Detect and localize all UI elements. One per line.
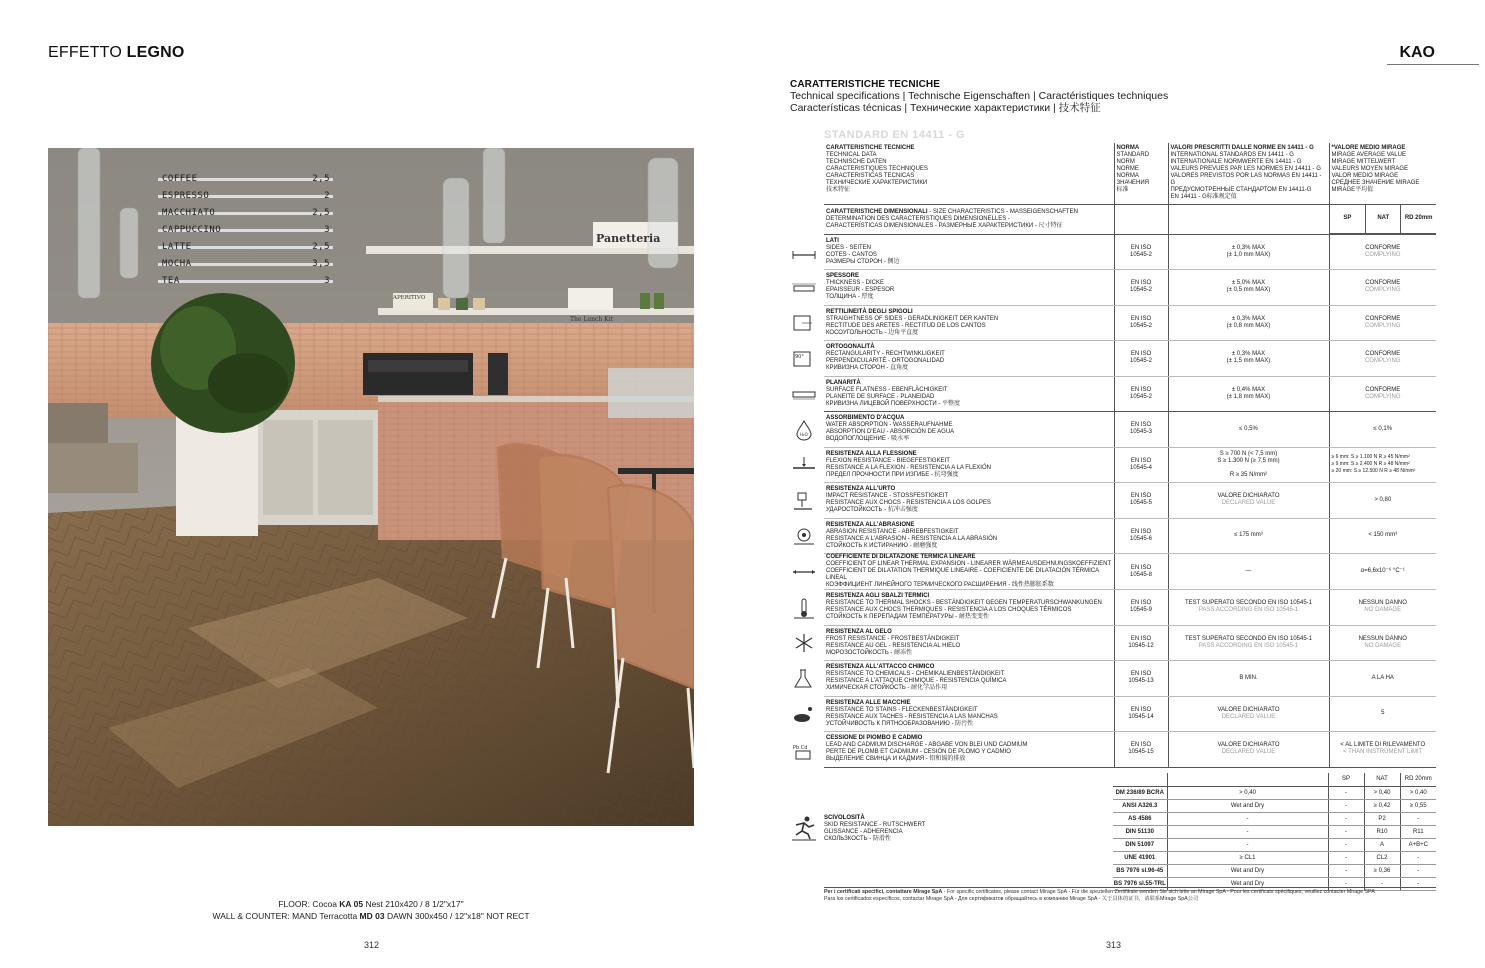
skid-nat: ≥ 0,36 bbox=[1364, 864, 1400, 877]
skid-val: - bbox=[1167, 825, 1328, 838]
skid-sp: - bbox=[1328, 825, 1364, 838]
spec-row bbox=[824, 234, 1436, 270]
spec-prescribed-value: ≤ 175 mm³ bbox=[1168, 518, 1329, 554]
skid-person-icon bbox=[790, 815, 818, 841]
svg-text:H₂O: H₂O bbox=[800, 432, 808, 437]
spec-mirage-value: > 0,80 bbox=[1329, 483, 1436, 519]
spec-mirage-value: CONFORME COMPLYING bbox=[1329, 234, 1436, 270]
skid-col-sp: SP bbox=[1328, 773, 1364, 786]
skid-rd: R11 bbox=[1400, 825, 1436, 838]
spec-standard: EN ISO 10545-2 bbox=[1114, 376, 1168, 412]
menu-item-price: 3 bbox=[324, 276, 330, 286]
skid-col-nat: NAT bbox=[1364, 773, 1400, 786]
skid-sp: - bbox=[1328, 838, 1364, 851]
spec-prescribed-value: VALORE DICHIARATO DECLARED VALUE bbox=[1168, 732, 1329, 768]
col-nat-label: NAT bbox=[1366, 205, 1401, 233]
skid-nat: ≥ 0,42 bbox=[1364, 799, 1400, 812]
menu-item-price: 3 bbox=[324, 225, 330, 235]
spec-prescribed-value: — bbox=[1168, 554, 1329, 590]
spec-row bbox=[824, 625, 1436, 661]
skid-std: DM 236/89 BCRA bbox=[1113, 786, 1167, 799]
spec-row bbox=[824, 732, 1436, 768]
brand-divider bbox=[1387, 64, 1479, 65]
spec-characteristic: RESISTENZA ALL'ABRASIONE ABRASION RESISTANCE - ABRIEBFESTIGKEIT RESISTANCE A L'ABRASION - RESISTENCIA A LA ABRASIÓN СТОЙКОСТЬ К ИСТИРАНИЮ - 耐磨强度 bbox=[824, 518, 1114, 554]
skid-sp: - bbox=[1328, 877, 1364, 890]
panetteria-sign: Panetteria bbox=[596, 232, 661, 245]
skid-std: DIN 51130 bbox=[1113, 825, 1167, 838]
spec-table bbox=[824, 143, 1436, 768]
col-sp-label: SP bbox=[1330, 205, 1366, 233]
brand-name: KAO bbox=[1399, 44, 1435, 61]
skid-nat: P2 bbox=[1364, 812, 1400, 825]
skid-rd: - bbox=[1400, 877, 1436, 890]
header-col-values: VALORI PRESCRITTI DALLE NORME EN 14411 - G INTERNATIONAL STANDARDS EN 14411 - G INTERNATIONALE NORMWERTE EN 14411 - G VALEURS PREVUES PAR LES NORMES EN 14411 - G VALORES PREVISTOS POR LAS NORMAS EN 14411 - G ПРЕДУСМОТРЕННЫЕ СТАНДАРТОМ EN 14411-G EN 14411 - G标准规定值 bbox=[1168, 143, 1329, 205]
sides-icon bbox=[790, 241, 818, 263]
thermal-expansion-icon bbox=[790, 561, 818, 583]
skid-sp: - bbox=[1328, 812, 1364, 825]
spec-standard: EN ISO 10545-14 bbox=[1114, 696, 1168, 732]
stain-icon bbox=[790, 703, 818, 725]
skid-row bbox=[1113, 838, 1436, 851]
menu-item-price: 2,5 bbox=[312, 174, 330, 184]
skid-row bbox=[1113, 812, 1436, 825]
spec-standard: EN ISO 10545-3 bbox=[1114, 412, 1168, 448]
skid-std: ANSI A326.3 bbox=[1113, 799, 1167, 812]
spec-mirage-value: CONFORME COMPLYING bbox=[1329, 270, 1436, 306]
spec-characteristic: LATI SIDES - SEITEN COTES - CANTOS РАЗМЕРЫ СТОРОН - 侧边 bbox=[824, 234, 1114, 270]
skid-sp: - bbox=[1328, 851, 1364, 864]
section-title: EFFETTO LEGNO bbox=[48, 44, 185, 61]
caption-floor: FLOOR: Cocoa KA 05 Nest 210x420 / 8 1/2"x17" bbox=[278, 899, 464, 909]
spec-prescribed-value: ± 0,4% MAX (± 1,8 mm MAX) bbox=[1168, 376, 1329, 412]
spec-mirage-value: NESSUN DANNO NO DAMAGE bbox=[1329, 625, 1436, 661]
spec-standard: EN ISO 10545-2 bbox=[1114, 305, 1168, 341]
menu-list bbox=[162, 174, 330, 293]
skid-row bbox=[1113, 851, 1436, 864]
spec-row bbox=[824, 518, 1436, 554]
skid-std: UNE 41901 bbox=[1113, 851, 1167, 864]
skid-val: > 0,40 bbox=[1167, 786, 1328, 799]
header-col-characteristics: CARATTERISTICHE TECNICHE TECHNICAL DATA TECHNISCHE DATEN CARACTERISTIQUES TECHNIQUES CARACTERISTICAS TECNICAS ТЕХНИЧЕСКИЕ ХАРАКТЕРИСТИКИ 技术特征 bbox=[824, 143, 1114, 205]
spec-characteristic: RESISTENZA AGLI SBALZI TERMICI RESISTANCE TO THERMAL SHOCKS - BESTÄNDIGKEIT GEGEN TEMPERATURSCHWANKUNGEN RESISTANCE AUX CHOCS THERMIQUES - RESISTENCIA A LOS CHOQUES TÉRMICOS СТОЙКОСТЬ К ПЕРЕПАДАМ ТЕМПЕРАТУРЫ - 耐热变变性 bbox=[824, 590, 1114, 626]
skid-rd: > 0,40 bbox=[1400, 786, 1436, 799]
skid-nat: A bbox=[1364, 838, 1400, 851]
skid-col-rd: RD 20mm bbox=[1400, 773, 1436, 786]
spec-row bbox=[824, 341, 1436, 377]
spec-mirage-value: < AL LIMITE DI RILEVAMENTO < THAN INSTRUMENT LIMIT bbox=[1329, 732, 1436, 768]
spec-mirage-value: CONFORME COMPLYING bbox=[1329, 341, 1436, 377]
spec-mirage-value: ≤ 0,1% bbox=[1329, 412, 1436, 448]
spec-mirage-value: 5 bbox=[1329, 696, 1436, 732]
skid-label: SCIVOLOSITÀ SKID RESISTANCE - RUTSCHWERT GLISSANCE - ADHERENCIA СКОЛЬЗКОСТЬ - 防滑性 bbox=[824, 815, 926, 842]
snowflake-icon bbox=[790, 632, 818, 654]
menu-item-name: ESPRESSO bbox=[162, 191, 210, 201]
skid-nat: CL2 bbox=[1364, 851, 1400, 864]
skid-rd: - bbox=[1400, 812, 1436, 825]
skid-row bbox=[1113, 825, 1436, 838]
heading-line-2: Características técnicas | Технические характеристики | 技术特征 bbox=[790, 102, 1101, 114]
footnote: Per i certificati specifici, contattare Mirage SpA - For specific certificates, please contact Mirage SpA - Für die speziellen Zertifikate wenden Sie sich bitte an Mirage SpA - Pour les certificats spécifiques, veuillez contacter Mirage SPA Para los certificados específicos, contactar Mirage SpA - Для сертификатов обращайтесь в компанию Mirage SpA - 关于具体的证书，请联系Mirage SpA公司 bbox=[824, 889, 1375, 902]
aperitivo-sign: APERITIVO bbox=[393, 295, 426, 301]
spec-standard: EN ISO 10545-2 bbox=[1114, 234, 1168, 270]
spec-standard: EN ISO 10545-13 bbox=[1114, 661, 1168, 697]
header-col-standard: NORMA STANDARD NORM NORME NORMA ЗНАЧЕНИЯ 标准 bbox=[1114, 143, 1168, 205]
spec-row bbox=[824, 590, 1436, 626]
skid-rd: - bbox=[1400, 851, 1436, 864]
spec-row bbox=[824, 447, 1436, 483]
skid-rd: A+B+C bbox=[1400, 838, 1436, 851]
spec-standard: EN ISO 10545-9 bbox=[1114, 590, 1168, 626]
skid-sp: - bbox=[1328, 799, 1364, 812]
spec-standard: EN ISO 10545-5 bbox=[1114, 483, 1168, 519]
heading-line-1: Technical specifications | Technische Eigenschaften | Caractéristiques techniques bbox=[790, 90, 1169, 102]
straightness-icon bbox=[790, 312, 818, 334]
menu-item-name: TEA bbox=[162, 276, 180, 286]
left-page bbox=[0, 0, 742, 968]
spec-prescribed-value: VALORE DICHIARATO DECLARED VALUE bbox=[1168, 696, 1329, 732]
page-number-left: 312 bbox=[364, 940, 380, 950]
chemical-flask-icon bbox=[790, 668, 818, 690]
menu-item-name: CAPPUCCINO bbox=[162, 225, 222, 235]
skid-sp: - bbox=[1328, 864, 1364, 877]
spec-row bbox=[824, 554, 1436, 590]
skid-val: - bbox=[1167, 812, 1328, 825]
thickness-icon bbox=[790, 277, 818, 299]
spec-prescribed-value: B MIN. bbox=[1168, 661, 1329, 697]
skid-std: BS 7976 sl.96-45 bbox=[1113, 864, 1167, 877]
skid-row bbox=[1113, 799, 1436, 812]
spec-characteristic: RESISTENZA ALL'ATTACCO CHIMICO RESISTANCE TO CHEMICALS - CHEMIKALIENBESTÄNDIGKEIT RESISTANCE A L'ATTAQUE CHIMIQUE - RESISTENCIA QUÍMICA ХИМИЧЕСКАЯ СТОЙКОСТЬ - 耐化学品作用 bbox=[824, 661, 1114, 697]
skid-std: DIN 51097 bbox=[1113, 838, 1167, 851]
skid-std: AS 4586 bbox=[1113, 812, 1167, 825]
menu-item-name: MACCHIATO bbox=[162, 208, 216, 218]
spec-characteristic: ORTOGONALITÀ RECTANGULARITY - RECHTWINKLIGKEIT PERPENDICULARITÉ - ORTOGONALIDAD КРИВИЗНА СТОРОН - 直角度 bbox=[824, 341, 1114, 377]
water-drop-icon bbox=[790, 419, 818, 441]
col-rd-label: RD 20mm bbox=[1401, 205, 1436, 233]
spec-mirage-value: α=6,6x10⁻⁶ °C⁻¹ bbox=[1329, 554, 1436, 590]
spec-prescribed-value: TEST SUPERATO SECONDO EN ISO 10545-1 PASS ACCORDING EN ISO 10545-1 bbox=[1168, 590, 1329, 626]
menu-item bbox=[162, 259, 330, 276]
skid-val: Wet and Dry bbox=[1167, 877, 1328, 890]
caption-wall: WALL & COUNTER: MAND Terracotta MD 03 DAWN 300x450 / 12"x18" NOT RECT bbox=[212, 911, 530, 921]
skid-val: ≥ CL1 bbox=[1167, 851, 1328, 864]
skid-nat: R10 bbox=[1364, 825, 1400, 838]
skid-rd: ≥ 0,55 bbox=[1400, 799, 1436, 812]
spec-mirage-value: < 150 mm³ bbox=[1329, 518, 1436, 554]
spec-standard: EN ISO 10545-12 bbox=[1114, 625, 1168, 661]
spec-row bbox=[824, 696, 1436, 732]
header-col-mirage: *VALORE MEDIO MIRAGE MIRAGE AVERAGE VALUE MIRAGE MITTELWERT VALEURS MOYEN MIRAGE VALOR MEDIO MIRAGE СРЕДНЕЕ ЗНАЧЕНИЕ MIRAGE MIRAGE平均值 bbox=[1329, 143, 1436, 205]
thermometer-icon bbox=[790, 597, 818, 619]
skid-val: - bbox=[1167, 838, 1328, 851]
spec-mirage-value: ≥ 6 mm: S ≥ 1.100 N R ≥ 45 N/mm² ≥ 9 mm: S ≥ 2.400 N R ≥ 48 N/mm² ≥ 20 mm: S ≥ 12.500 N R ≥ 48 N/mm² bbox=[1329, 447, 1436, 483]
menu-item-name: MOCHA bbox=[162, 259, 192, 269]
spec-row bbox=[824, 483, 1436, 519]
menu-item-name: COFFEE bbox=[162, 174, 198, 184]
spec-standard: EN ISO 10545-2 bbox=[1114, 341, 1168, 377]
spec-prescribed-value: ± 5,0% MAX (± 0,5 mm MAX) bbox=[1168, 270, 1329, 306]
spec-characteristic: ASSORBIMENTO D'ACQUA WATER ABSORPTION - WASSERAUFNAHME ABSORPTION D'EAU - ABSORCIÓN DE AGUA ВОДОПОГЛОЩЕНИЕ - 吸水率 bbox=[824, 412, 1114, 448]
skid-rd: - bbox=[1400, 864, 1436, 877]
spec-row bbox=[824, 305, 1436, 341]
skid-row bbox=[1113, 864, 1436, 877]
menu-item bbox=[162, 191, 330, 208]
menu-item bbox=[162, 242, 330, 259]
spec-characteristic: RESISTENZA ALL'URTO IMPACT RESISTANCE - STOSSFESTIGKEIT RESISTANCE AUX CHOCS - RESISTENCIA A LOS GOLPES УДАРОСТОЙКОСТЬ - 抗冲击强度 bbox=[824, 483, 1114, 519]
spec-mirage-value: CONFORME COMPLYING bbox=[1329, 305, 1436, 341]
spec-characteristic: RETTILINEITÀ DEGLI SPIGOLI STRAIGHTNESS OF SIDES - GERADLINIGKEIT DER KANTEN RECTITUDE DES ARETES - RECTITUD DE LOS CANTOS КОСОУГОЛЬНОСТЬ - 边角平直度 bbox=[824, 305, 1114, 341]
skid-std: BS 7976 sl.55-TRL bbox=[1113, 877, 1167, 890]
spec-mirage-value: NESSUN DANNO NO DAMAGE bbox=[1329, 590, 1436, 626]
skid-row bbox=[1113, 786, 1436, 799]
menu-item-price: 2 bbox=[324, 191, 330, 201]
menu-item bbox=[162, 174, 330, 191]
skid-header-row bbox=[1113, 773, 1436, 786]
spec-standard: EN ISO 10545-8 bbox=[1114, 554, 1168, 590]
dimension-row bbox=[824, 205, 1436, 235]
spec-row bbox=[824, 376, 1436, 412]
spec-prescribed-value: TEST SUPERATO SECONDO EN ISO 10545-1 PASS ACCORDING EN ISO 10545-1 bbox=[1168, 625, 1329, 661]
skid-resistance-table bbox=[1113, 773, 1436, 891]
spec-prescribed-value: VALORE DICHIARATO DECLARED VALUE bbox=[1168, 483, 1329, 519]
spec-mirage-value: A LA HA bbox=[1329, 661, 1436, 697]
svg-text:90°: 90° bbox=[795, 354, 804, 360]
skid-bottom-rule bbox=[824, 887, 1436, 888]
spec-standard: EN ISO 10545-15 bbox=[1114, 732, 1168, 768]
spec-standard: EN ISO 10545-2 bbox=[1114, 270, 1168, 306]
menu-item bbox=[162, 276, 330, 293]
svg-text:Pb Cd: Pb Cd bbox=[793, 745, 808, 751]
flexion-icon bbox=[790, 454, 818, 476]
spec-prescribed-value: ≤ 0,5% bbox=[1168, 412, 1329, 448]
spec-prescribed-value: S ≥ 700 N (< 7,5 mm) S ≥ 1.300 N (≥ 7,5 mm) R ≥ 35 N/mm² bbox=[1168, 447, 1329, 483]
spec-standard: EN ISO 10545-6 bbox=[1114, 518, 1168, 554]
skid-val: Wet and Dry bbox=[1167, 799, 1328, 812]
spec-header-row bbox=[824, 143, 1436, 205]
right-page bbox=[742, 0, 1485, 968]
spec-characteristic: SPESSORE THICKNESS - DICKE EPAISSEUR - ESPESOR ТОЛЩИНА - 厚度 bbox=[824, 270, 1114, 306]
rectangularity-icon bbox=[790, 348, 818, 370]
spec-row bbox=[824, 270, 1436, 306]
lead-cadmium-icon bbox=[790, 739, 818, 761]
menu-item-name: LATTE bbox=[162, 242, 192, 252]
heading-main: CARATTERISTICHE TECNICHE bbox=[790, 79, 940, 90]
impact-icon bbox=[790, 490, 818, 512]
skid-nat: > 0,40 bbox=[1364, 786, 1400, 799]
spec-prescribed-value: ± 0,3% MAX (± 1,5 mm MAX) bbox=[1168, 341, 1329, 377]
menu-item-price: 2,5 bbox=[312, 208, 330, 218]
spec-row bbox=[824, 412, 1436, 448]
page-number-right: 313 bbox=[1106, 940, 1122, 950]
spec-characteristic: RESISTENZA AL GELO FROST RESISTANCE - FROSTBESTÄNDIGKEIT RESISTANCE AU GEL - RESISTENCIA AL HIELO МОРОЗОСТОЙКОСТЬ - 耐冻性 bbox=[824, 625, 1114, 661]
spec-row bbox=[824, 661, 1436, 697]
skid-nat: - bbox=[1364, 877, 1400, 890]
skid-val: Wet and Dry bbox=[1167, 864, 1328, 877]
lunch-kit-sign: The Lunch Kit bbox=[570, 316, 613, 323]
spec-characteristic: CESSIONE DI PIOMBO E CADMIO LEAD AND CADMIUM DISCHARGE - ABGABE VON BLEI UND CADMIUM PERTE DE PLOMB ET CADMIUM - CESIÓN DE PLOMO Y CADMIO ВЫДЕЛЕНИЕ СВИНЦА И КАДМИЯ - 铅和镉的排放 bbox=[824, 732, 1114, 768]
spec-prescribed-value: ± 0,3% MAX (± 0,8 mm MAX) bbox=[1168, 305, 1329, 341]
standard-label: STANDARD EN 14411 - G bbox=[824, 129, 966, 141]
specs-heading bbox=[790, 79, 1230, 114]
spec-characteristic: RESISTENZA ALLA FLESSIONE FLEXION RESISTANCE - BIEGEFESTIGKEIT RESISTANCE A LA FLEXION - RESISTENCIA A LA FLEXIÓN ПРЕДЕЛ ПРОЧНОСТИ ПРИ ИЗГИБЕ - 抗弯强度 bbox=[824, 447, 1114, 483]
menu-item-price: 3,5 bbox=[312, 259, 330, 269]
spec-mirage-value: CONFORME COMPLYING bbox=[1329, 376, 1436, 412]
spec-characteristic: RESISTENZA ALLE MACCHIE RESISTANCE TO STAINS - FLECKENBESTÄNDIGKEIT RESISTANCE AUX TACHES - RESISTENCIA A LAS MANCHAS УСТОЙЧИВОСТЬ К ПЯТНООБРАЗОВАНИЮ - 防污性 bbox=[824, 696, 1114, 732]
spec-characteristic: PLANARITÀ SURFACE FLATNESS - EBENFLÄCHIGKEIT PLANEITE DE SURFACE - PLANEIDAD КРИВИЗНА ЛИЦЕВОЙ ПОВЕРХНОСТИ - 平整度 bbox=[824, 376, 1114, 412]
abrasion-icon bbox=[790, 525, 818, 547]
dimension-label: CARATTERISTICHE DIMENSIONALI - SIZE CHARACTERISTICS - MASSEIGENSCHAFTEN DETERMINATION DES CARACTERISTIQUES DIMENSIONELLES - CARACTERÍSTICAS DIMENSIONALES - РАЗМЕРНЫЕ ХАРАКТЕРИСТИКИ - 尺寸特征 bbox=[824, 205, 1114, 235]
spec-standard: EN ISO 10545-4 bbox=[1114, 447, 1168, 483]
flatness-icon bbox=[790, 383, 818, 405]
cafe-interior-photo bbox=[48, 148, 694, 826]
spec-characteristic: COEFFICIENTE DI DILATAZIONE TERMICA LINEARE COEFFICIENT OF LINEAR THERMAL EXPANSION - LINEARER WÄRMEAUSDEHNUNGSKOEFFIZIENT COEFFICIENT DE DILATATION THERMIQUE LINEAIRE - COEFICIENTE DE DILATACIÓN TÉRMICA LINEAL КОЭФФИЦИЕНТ ЛИНЕЙНОГО ТЕРМИЧЕСКОГО РАСШИРЕНИЯ - 线性热膨胀系数 bbox=[824, 554, 1114, 590]
menu-item bbox=[162, 208, 330, 225]
menu-item bbox=[162, 225, 330, 242]
skid-sp: - bbox=[1328, 786, 1364, 799]
spec-prescribed-value: ± 0,3% MAX (± 1,0 mm MAX) bbox=[1168, 234, 1329, 270]
menu-item-price: 2,5 bbox=[312, 242, 330, 252]
